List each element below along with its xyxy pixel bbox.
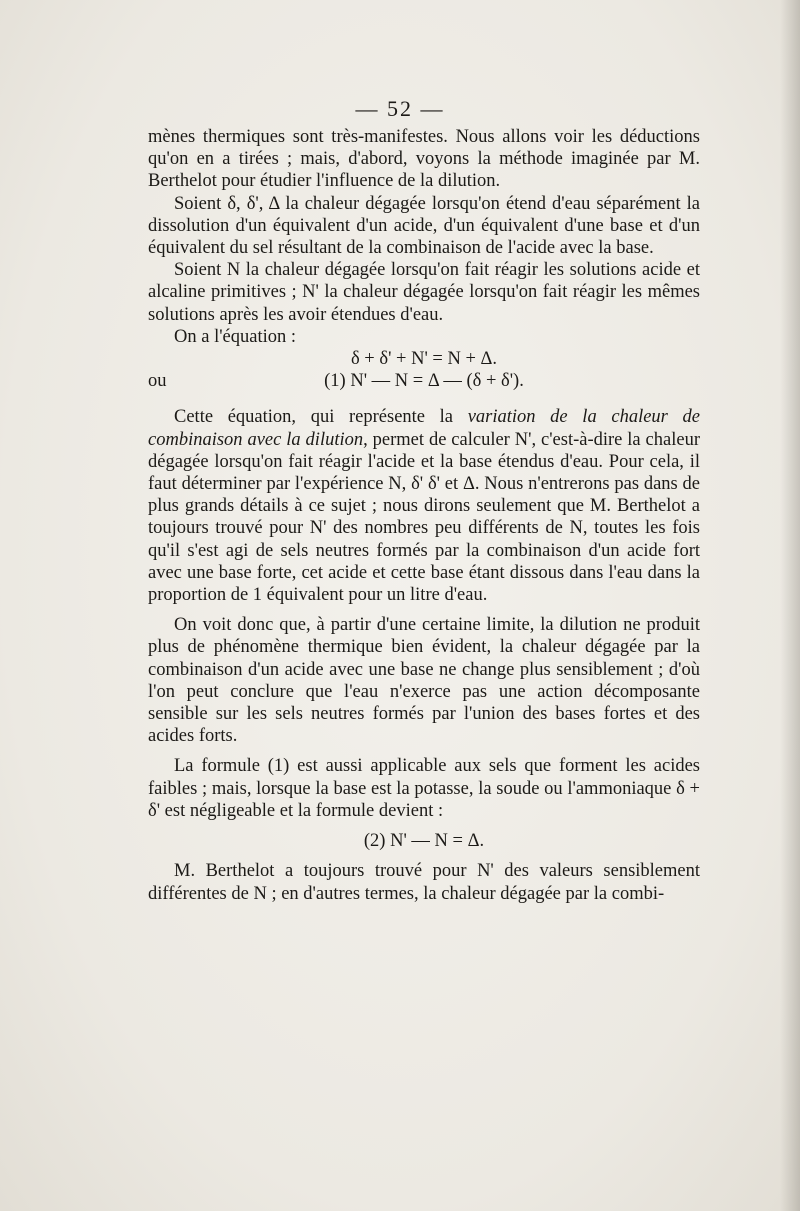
paragraph-8: M. Berthelot a toujours trouvé pour N' des valeurs sensiblement différentes de N ; en d'autres termes, la chaleur dégagée par la combi- bbox=[148, 861, 700, 904]
page-number: — 52 — bbox=[355, 96, 445, 121]
paragraph-5-start: Cette équation, qui représente la bbox=[174, 407, 468, 428]
paragraph-5-italic: variation de la chaleur de combinaison avec la dilution bbox=[148, 407, 700, 450]
paragraph-3: Soient N la chaleur dégagée lorsqu'on fait réagir les solutions acide et alcaline primitives ; N' la chaleur dégagée lorsqu'on fait réagir les mêmes solutions après les avoir étendues d'eau. bbox=[148, 260, 700, 325]
equation-3: (2) N' — N = Δ. bbox=[363, 831, 485, 852]
equation-ou: ou bbox=[148, 371, 167, 392]
equation-1: δ + δ' + N' = N + Δ. bbox=[350, 349, 498, 370]
paragraph-5 bbox=[148, 406, 700, 606]
paragraph-7: La formule (1) est aussi applicable aux sels que forment les acides faibles ; mais, lorsque la base est la potasse, la soude ou l'ammoniaque δ + δ' est négligeable et la formule devient : bbox=[148, 756, 700, 821]
equation-2-line bbox=[148, 370, 700, 392]
body-text bbox=[148, 126, 700, 905]
equation-2: (1) N' — N = Δ — (δ + δ'). bbox=[324, 371, 524, 392]
paragraph-4: On a l'équation : bbox=[174, 326, 297, 347]
paragraph-2: Soient δ, δ', Δ la chaleur dégagée lorsqu'on étend d'eau séparément la dissolution d'un équivalent d'un acide, d'un équivalent d'une base et d'un équivalent du sel résultant de la combinaison de l'acide avec la base. bbox=[148, 193, 700, 259]
paragraph-1: mènes thermiques sont très-manifestes. Nous allons voir les déductions qu'on en a tirées ; mais, d'abord, voyons la méthode imaginée par M. Berthelot pour étudier l'influence de la dilution. bbox=[148, 127, 700, 192]
page-edge-shadow bbox=[780, 0, 800, 1211]
paragraph-6: On voit donc que, à partir d'une certaine limite, la dilution ne produit plus de phénomène thermique bien évident, la chaleur dégagée par la combinaison d'un acide avec une base ne change plus sensiblement ; d'où l'on peut conclure que l'eau n'exerce pas une action décomposante sensible sur les sels neutres formés par l'union des bases fortes et des acides forts. bbox=[148, 615, 700, 747]
paragraph-5-end: , permet de calculer N', c'est-à-dire la chaleur dégagée lorsqu'on fait réagir l'acide et la base étendus d'eau. Pour cela, il faut déterminer par l'expérience N, δ' δ' et Δ. Nous n'entrerons pas dans de plus grands détails à ce sujet ; nous dirons seulement que M. Berthelot a toujours trouvé pour N' des nombres peu différents de N, toutes les fois qu'il s'est agi de sels neutres formés par la combinaison d'un acide fort avec une base forte, cet acide et cette base étant dissous dans l'eau dans la proportion de 1 équivalent pour un litre d'eau. bbox=[148, 429, 700, 606]
